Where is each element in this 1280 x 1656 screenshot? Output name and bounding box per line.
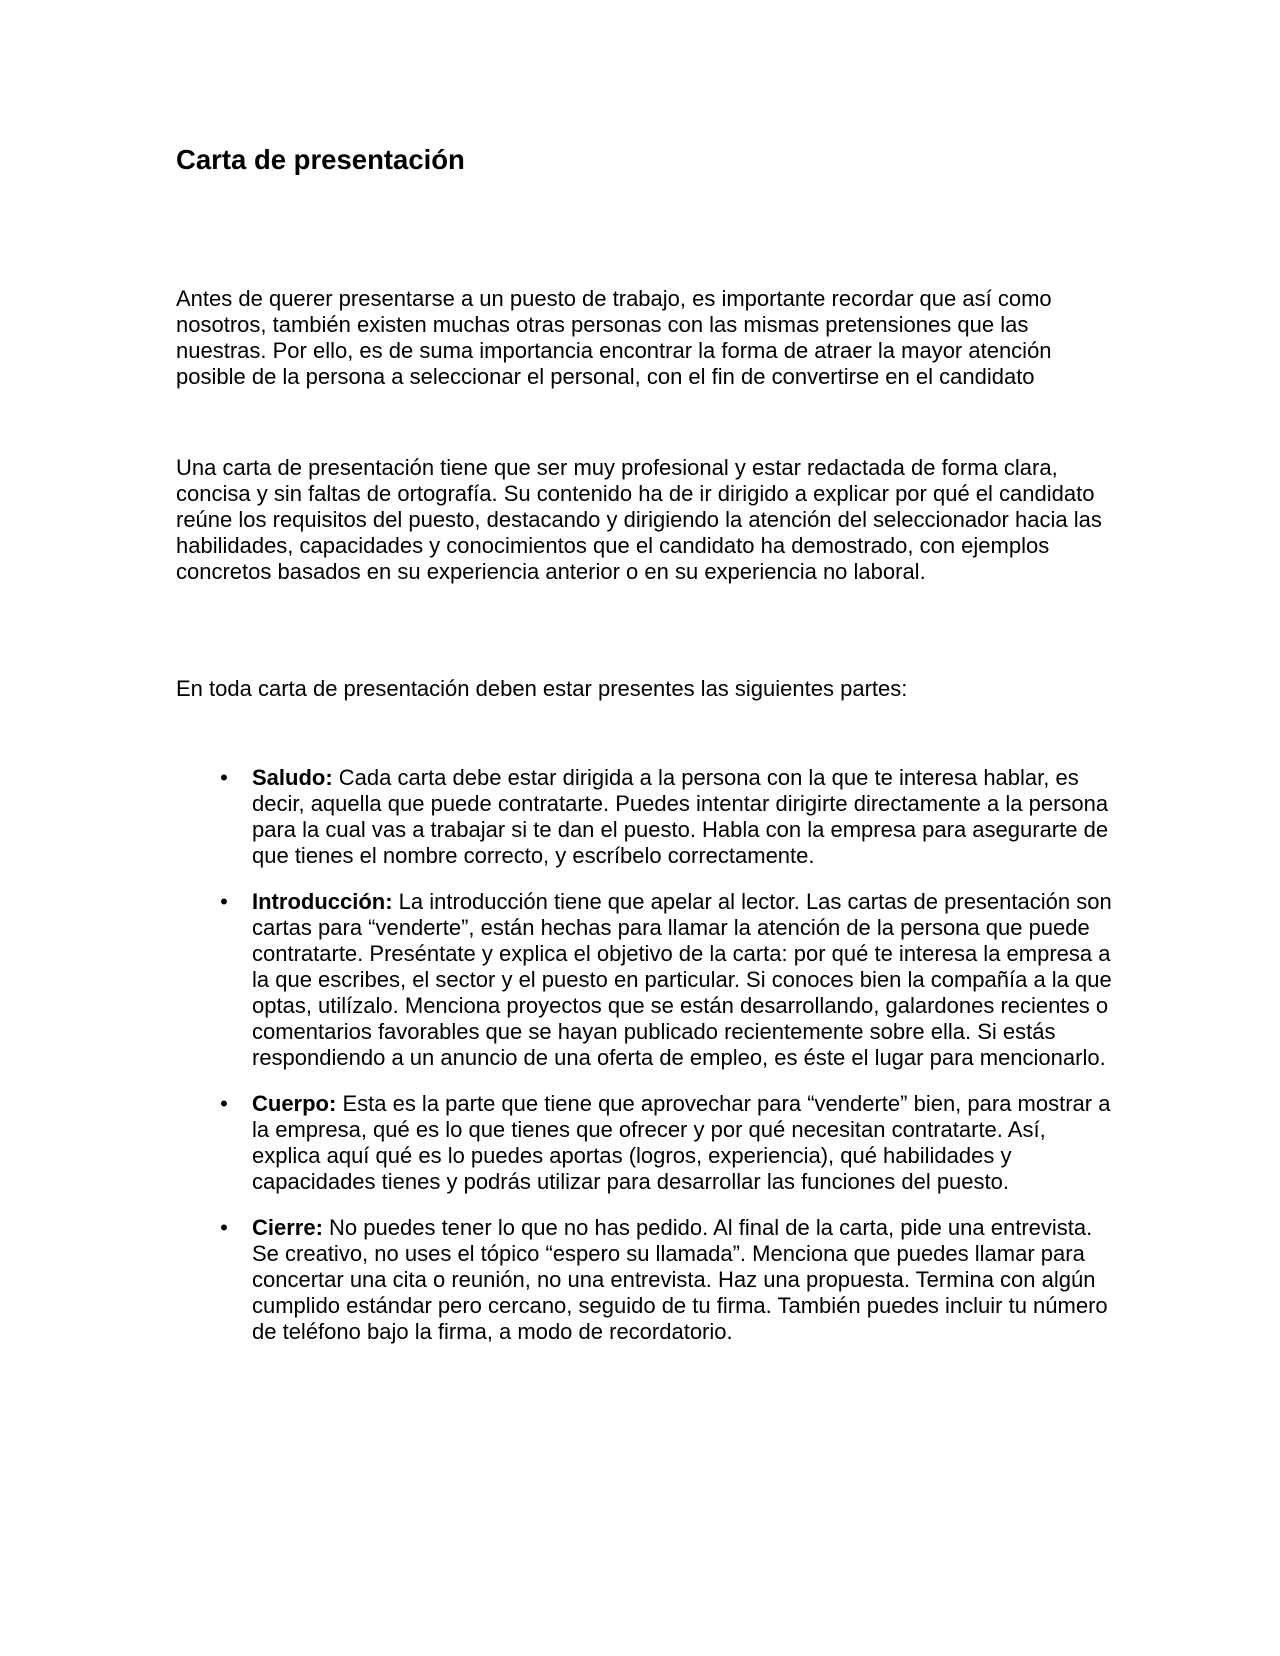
bullet-icon: • xyxy=(220,765,228,790)
bullet-text: No puedes tener lo que no has pedido. Al final de la carta, pide una entrevista. Se creativo, no uses el tópico “espero su llamada”. Menciona que puedes llamar para concertar una cita o reunión, no una entrevista. Haz una propuesta. Termina con algún cumplido estándar pero cercano, seguido de tu firma. También puedes incluir tu número de teléfono bajo la firma, a modo de recordatorio. xyxy=(252,1215,1108,1344)
bullet-term: Cuerpo: xyxy=(252,1091,337,1116)
list-item-cuerpo xyxy=(176,1091,1116,1195)
description-paragraph: Una carta de presentación tiene que ser muy profesional y estar redactada de forma clara, concisa y sin faltas de ortografía. Su contenido ha de ir dirigido a explicar por qué el candidato reúne los requisitos del puesto, destacando y dirigiendo la atención del seleccionador hacia las habilidades, capacidades y conocimientos que el candidato ha demostrado, con ejemplos concretos basados en su experiencia anterior o en su experiencia no laboral. xyxy=(176,455,1102,584)
list-item-saludo xyxy=(176,765,1116,869)
bullet-icon: • xyxy=(220,889,228,914)
bullet-term: Introducción: xyxy=(252,889,393,914)
bullet-term: Cierre: xyxy=(252,1215,323,1240)
list-item-cierre xyxy=(176,1215,1116,1345)
parts-list xyxy=(176,765,1116,1365)
bullet-text: La introducción tiene que apelar al lector. Las cartas de presentación son cartas para “venderte”, están hechas para llamar la atención de la persona que puede contratarte. Preséntate y explica el objetivo de la carta: por qué te interesa la empresa a la que escribes, el sector y el puesto en particular. Si conoces bien la compañía a la que optas, utilízalo. Menciona proyectos que se están desarrollando, galardones recientes o comentarios favorables que se hayan publicado recientemente sobre ella. Si estás respondiendo a un anuncio de una oferta de empleo, es éste el lugar para mencionarlo. xyxy=(252,889,1112,1070)
bullet-term: Saludo: xyxy=(252,765,333,790)
document-title: Carta de presentación xyxy=(176,144,465,175)
list-item-introduccion xyxy=(176,889,1116,1071)
bullet-text: Esta es la parte que tiene que aprovechar para “venderte” bien, para mostrar a la empresa, qué es lo que tienes que ofrecer y por qué necesitan contratarte. Así, explica aquí qué es lo puedes aportas (logros, experiencia), qué habilidades y capacidades tienes y podrás utilizar para desarrollar las funciones del puesto. xyxy=(252,1091,1111,1194)
bullet-icon: • xyxy=(220,1091,228,1116)
bullet-icon: • xyxy=(220,1215,228,1240)
intro-paragraph: Antes de querer presentarse a un puesto de trabajo, es importante recordar que así como nosotros, también existen muchas otras personas con las mismas pretensiones que las nuestras. Por ello, es de suma importancia encontrar la forma de atraer la mayor atención posible de la persona a seleccionar el personal, con el fin de convertirse en el candidato xyxy=(176,286,1052,389)
parts-lead-paragraph: En toda carta de presentación deben estar presentes las siguientes partes: xyxy=(176,676,908,701)
bullet-text: Cada carta debe estar dirigida a la persona con la que te interesa hablar, es decir, aquella que puede contratarte. Puedes intentar dirigirte directamente a la persona para la cual vas a trabajar si te dan el puesto. Habla con la empresa para asegurarte de que tienes el nombre correcto, y escríbelo correctamente. xyxy=(252,765,1109,868)
